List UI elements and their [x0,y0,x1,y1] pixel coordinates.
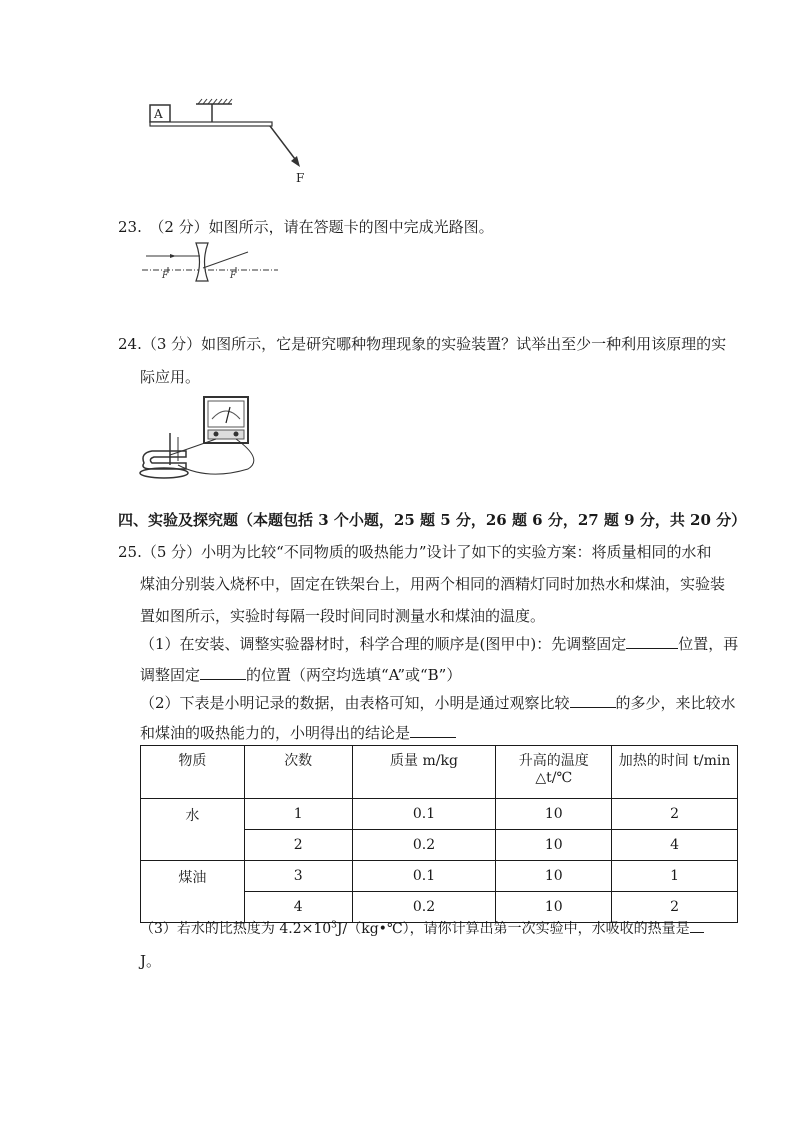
header-temp-rise-line1: 升高的温度 [518,753,589,769]
part2-text-c: 和煤油的吸热能力的，小明得出的结论是 [140,724,411,742]
question-25-line2: 煤油分别装入烧杯中，固定在铁架台上，用两个相同的酒精灯同时加热水和煤油，实验装 [140,575,726,593]
header-heating-time: 加热的时间 t/min [612,746,738,799]
svg-text:F: F [230,271,237,281]
cell-time: 4 [612,830,738,861]
table-header-row [141,746,738,799]
part2-text-a: （2）下表是小明记录的数据，由表格可知，小明是通过观察比较 [140,694,570,712]
answer-blank-5[interactable] [690,918,704,933]
question-24-line2: 际应用。 [140,368,201,386]
question-25-part2-line2 [140,722,456,743]
galvanometer-figure [138,393,278,483]
cell-mass: 0.2 [352,892,496,923]
cell-substance-kerosene: 煤油 [141,861,245,923]
question-25-part2-line1 [140,692,736,713]
force-label: F [296,171,305,185]
svg-text:F: F [162,271,169,281]
cell-trial: 4 [244,892,352,923]
question-25-line3: 置如图所示，实验时每隔一段时间同时测量水和煤油的温度。 [140,607,546,625]
part1-text-c: 调整固定 [140,666,201,684]
header-mass: 质量 m/kg [352,746,496,799]
question-24-line1: 24.（3 分）如图所示，它是研究哪种物理现象的实验装置？试举出至少一种利用该原理的实 [118,335,727,353]
header-temp-rise-line2: △t/℃ [535,770,573,786]
answer-blank-4[interactable] [410,723,456,738]
header-temp-rise [496,746,612,799]
cell-trial: 1 [244,799,352,830]
header-trial: 次数 [244,746,352,799]
part2-text-b: 的多少，来比较水 [615,694,736,712]
data-table [140,745,738,923]
lens-ray-diagram [140,240,280,285]
header-substance: 物质 [141,746,245,799]
answer-blank-1[interactable] [626,634,678,649]
section-4-heading: 四、实验及探究题（本题包括 3 个小题，25 题 5 分，26 题 6 分，27 题 9 分，共 20 分） [118,511,747,529]
cell-trial: 2 [244,830,352,861]
question-25-part1-line1 [140,633,738,654]
part3-text-a: （3）若水的比热度为 4.2×10 [140,921,332,937]
cell-temp: 10 [496,830,612,861]
answer-blank-2[interactable] [200,665,246,680]
question-23: 23. （2 分）如图所示，请在答题卡的图中完成光路图。 [118,218,494,236]
part3-exponent: 3 [331,920,337,931]
part1-text-b: 位置，再 [678,635,739,653]
part3-text-b: J/（kg•℃），请你计算出第一次实验中，水吸收的热量是 [336,921,690,937]
cell-mass: 0.1 [352,861,496,892]
cell-mass: 0.1 [352,799,496,830]
cell-temp: 10 [496,799,612,830]
cell-substance-water: 水 [141,799,245,861]
answer-blank-3[interactable] [570,693,616,708]
cell-mass: 0.2 [352,830,496,861]
question-25-part1-line2 [140,664,461,685]
lever-figure [140,95,330,190]
question-25-line1: 25.（5 分）小明为比较“不同物质的吸热能力”设计了如下的实验方案：将质量相同的水和 [118,543,712,561]
cell-temp: 10 [496,861,612,892]
table-row [141,799,738,830]
cell-time: 2 [612,799,738,830]
lens-figure [140,240,280,285]
induction-apparatus [138,393,278,483]
part1-text-d: 的位置（两空均选填“A”或“B”） [246,666,462,684]
question-25-part3-line1 [140,918,704,938]
table-row [141,861,738,892]
cell-time: 2 [612,892,738,923]
cell-trial: 3 [244,861,352,892]
cell-temp: 10 [496,892,612,923]
block-label: A [154,107,163,121]
cell-time: 1 [612,861,738,892]
part1-text-a: （1）在安装、调整实验器材时，科学合理的顺序是(图甲中)：先调整固定 [140,635,627,653]
lever-diagram [140,95,330,190]
question-25-part3-line2: J。 [140,952,162,970]
